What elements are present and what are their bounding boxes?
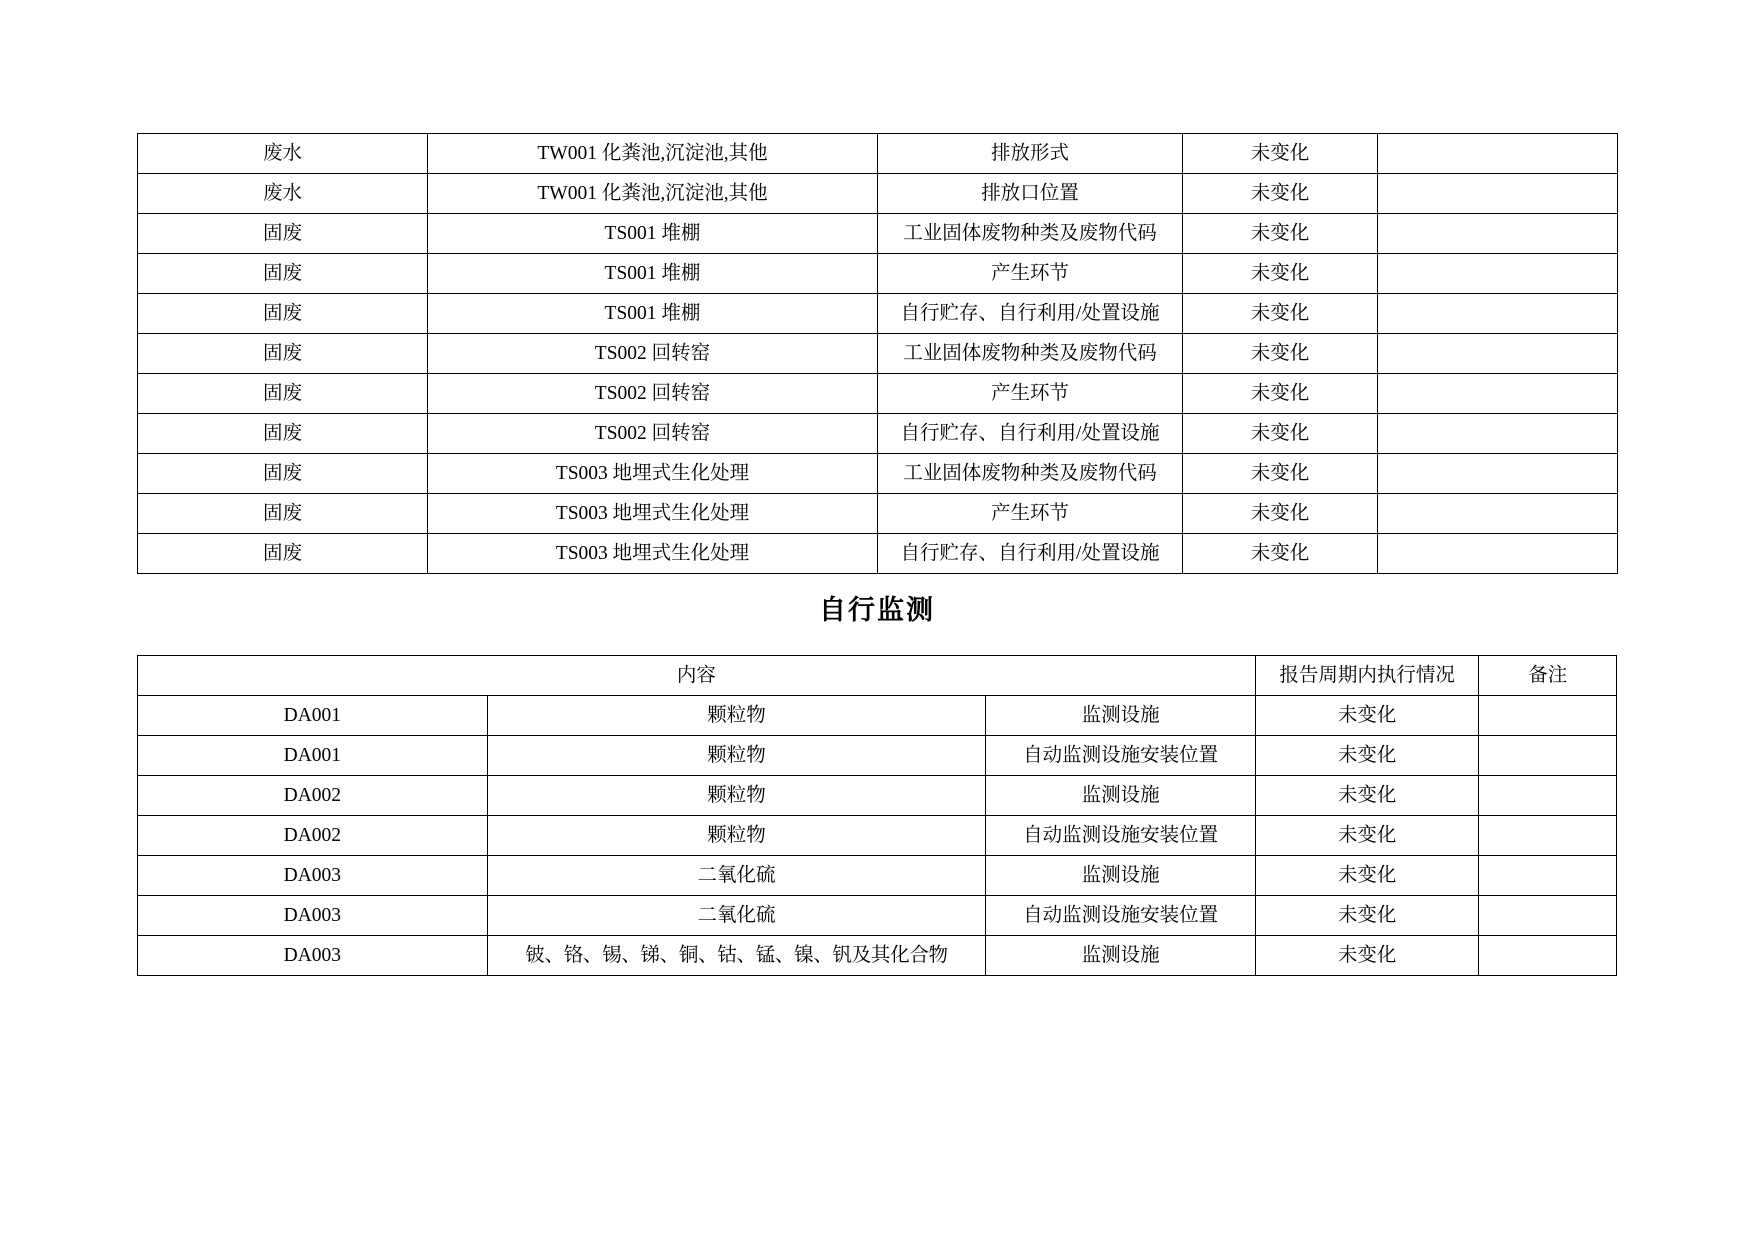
monitoring-cell: 自动监测设施安装位置: [986, 736, 1255, 776]
monitoring-cell: DA001: [138, 736, 488, 776]
monitoring-cell: [1479, 816, 1617, 856]
table-row: [138, 334, 1618, 374]
monitoring-cell: 铍、铬、锡、锑、铜、钴、锰、镍、钒及其化合物: [487, 936, 986, 976]
emissions-cell: [1378, 414, 1618, 454]
emissions-cell: 固废: [138, 214, 428, 254]
monitoring-cell: 监测设施: [986, 936, 1255, 976]
monitoring-cell: 颗粒物: [487, 776, 986, 816]
emissions-cell: TW001 化粪池,沉淀池,其他: [428, 174, 878, 214]
monitoring-cell: 监测设施: [986, 696, 1255, 736]
monitoring-cell: 未变化: [1255, 936, 1479, 976]
emissions-cell: 自行贮存、自行利用/处置设施: [878, 294, 1183, 334]
table-row: [138, 936, 1617, 976]
monitoring-cell: DA003: [138, 856, 488, 896]
table-row: [138, 414, 1618, 454]
table-row: [138, 776, 1617, 816]
emissions-cell: 自行贮存、自行利用/处置设施: [878, 534, 1183, 574]
monitoring-cell: 未变化: [1255, 696, 1479, 736]
monitoring-cell: 自动监测设施安装位置: [986, 896, 1255, 936]
emissions-cell: TS003 地埋式生化处理: [428, 454, 878, 494]
self-monitoring-table: [137, 655, 1617, 976]
emissions-cell: 工业固体废物种类及废物代码: [878, 214, 1183, 254]
emissions-cell: 废水: [138, 134, 428, 174]
monitoring-cell: DA003: [138, 936, 488, 976]
monitoring-cell: 颗粒物: [487, 816, 986, 856]
emissions-cell: TS002 回转窑: [428, 374, 878, 414]
emissions-cell: 未变化: [1183, 494, 1378, 534]
emissions-cell: 产生环节: [878, 374, 1183, 414]
emissions-cell: 固废: [138, 334, 428, 374]
emissions-cell: 固废: [138, 534, 428, 574]
emissions-cell: 未变化: [1183, 134, 1378, 174]
emissions-cell: TS002 回转窑: [428, 334, 878, 374]
emissions-cell: TS002 回转窑: [428, 414, 878, 454]
emissions-cell: 排放口位置: [878, 174, 1183, 214]
emissions-cell: 固废: [138, 454, 428, 494]
table-row: [138, 254, 1618, 294]
emissions-cell: [1378, 174, 1618, 214]
emissions-cell: [1378, 334, 1618, 374]
monitoring-cell: 二氧化硫: [487, 856, 986, 896]
table-row: [138, 494, 1618, 534]
monitoring-cell: 颗粒物: [487, 736, 986, 776]
emissions-cell: 未变化: [1183, 174, 1378, 214]
emissions-cell: TS003 地埋式生化处理: [428, 534, 878, 574]
emissions-cell: [1378, 374, 1618, 414]
monitoring-cell: 未变化: [1255, 776, 1479, 816]
emissions-cell: [1378, 494, 1618, 534]
emissions-cell: [1378, 294, 1618, 334]
emissions-cell: [1378, 534, 1618, 574]
table-row: [138, 534, 1618, 574]
emissions-cell: 产生环节: [878, 254, 1183, 294]
emissions-cell: [1378, 254, 1618, 294]
emissions-cell: 未变化: [1183, 334, 1378, 374]
table-header-row: [138, 656, 1617, 696]
emissions-cell: [1378, 454, 1618, 494]
emissions-cell: [1378, 214, 1618, 254]
monitoring-cell: 二氧化硫: [487, 896, 986, 936]
monitoring-cell: [1479, 776, 1617, 816]
monitoring-cell: 未变化: [1255, 736, 1479, 776]
page-title: 自行监测: [819, 595, 935, 625]
emissions-change-table-wrapper: [137, 133, 1617, 574]
emissions-cell: 未变化: [1183, 534, 1378, 574]
table-row: [138, 294, 1618, 334]
monitoring-cell: [1479, 936, 1617, 976]
emissions-cell: 固废: [138, 414, 428, 454]
emissions-cell: 废水: [138, 174, 428, 214]
table-row: [138, 856, 1617, 896]
emissions-cell: 固废: [138, 494, 428, 534]
monitoring-cell: DA002: [138, 776, 488, 816]
emissions-change-table: [137, 133, 1618, 574]
table-row: [138, 134, 1618, 174]
monitoring-cell: 颗粒物: [487, 696, 986, 736]
monitoring-cell: 未变化: [1255, 896, 1479, 936]
emissions-cell: 产生环节: [878, 494, 1183, 534]
monitoring-cell: DA003: [138, 896, 488, 936]
column-header-content: 内容: [138, 656, 1256, 696]
emissions-cell: 未变化: [1183, 454, 1378, 494]
monitoring-cell: 监测设施: [986, 776, 1255, 816]
monitoring-cell: DA002: [138, 816, 488, 856]
emissions-cell: TS001 堆棚: [428, 214, 878, 254]
emissions-cell: TS003 地埋式生化处理: [428, 494, 878, 534]
emissions-cell: 未变化: [1183, 214, 1378, 254]
emissions-cell: 工业固体废物种类及废物代码: [878, 334, 1183, 374]
monitoring-cell: 未变化: [1255, 856, 1479, 896]
column-header-execution: 报告周期内执行情况: [1255, 656, 1479, 696]
table-row: [138, 454, 1618, 494]
emissions-cell: TW001 化粪池,沉淀池,其他: [428, 134, 878, 174]
emissions-cell: 固废: [138, 374, 428, 414]
monitoring-cell: [1479, 736, 1617, 776]
table-row: [138, 816, 1617, 856]
monitoring-cell: 监测设施: [986, 856, 1255, 896]
emissions-cell: 未变化: [1183, 374, 1378, 414]
table-row: [138, 214, 1618, 254]
emissions-cell: 自行贮存、自行利用/处置设施: [878, 414, 1183, 454]
emissions-cell: TS001 堆棚: [428, 294, 878, 334]
emissions-cell: [1378, 134, 1618, 174]
table-row: [138, 374, 1618, 414]
emissions-cell: 未变化: [1183, 254, 1378, 294]
emissions-cell: 固废: [138, 294, 428, 334]
emissions-cell: 未变化: [1183, 294, 1378, 334]
table-row: [138, 896, 1617, 936]
monitoring-cell: [1479, 856, 1617, 896]
monitoring-cell: 自动监测设施安装位置: [986, 816, 1255, 856]
emissions-cell: 工业固体废物种类及废物代码: [878, 454, 1183, 494]
monitoring-cell: DA001: [138, 696, 488, 736]
monitoring-cell: [1479, 696, 1617, 736]
emissions-cell: 固废: [138, 254, 428, 294]
emissions-cell: 排放形式: [878, 134, 1183, 174]
monitoring-cell: [1479, 896, 1617, 936]
emissions-cell: TS001 堆棚: [428, 254, 878, 294]
table-row: [138, 696, 1617, 736]
column-header-remark: 备注: [1479, 656, 1617, 696]
monitoring-cell: 未变化: [1255, 816, 1479, 856]
table-row: [138, 174, 1618, 214]
emissions-cell: 未变化: [1183, 414, 1378, 454]
self-monitoring-table-wrapper: [137, 655, 1617, 976]
table-row: [138, 736, 1617, 776]
